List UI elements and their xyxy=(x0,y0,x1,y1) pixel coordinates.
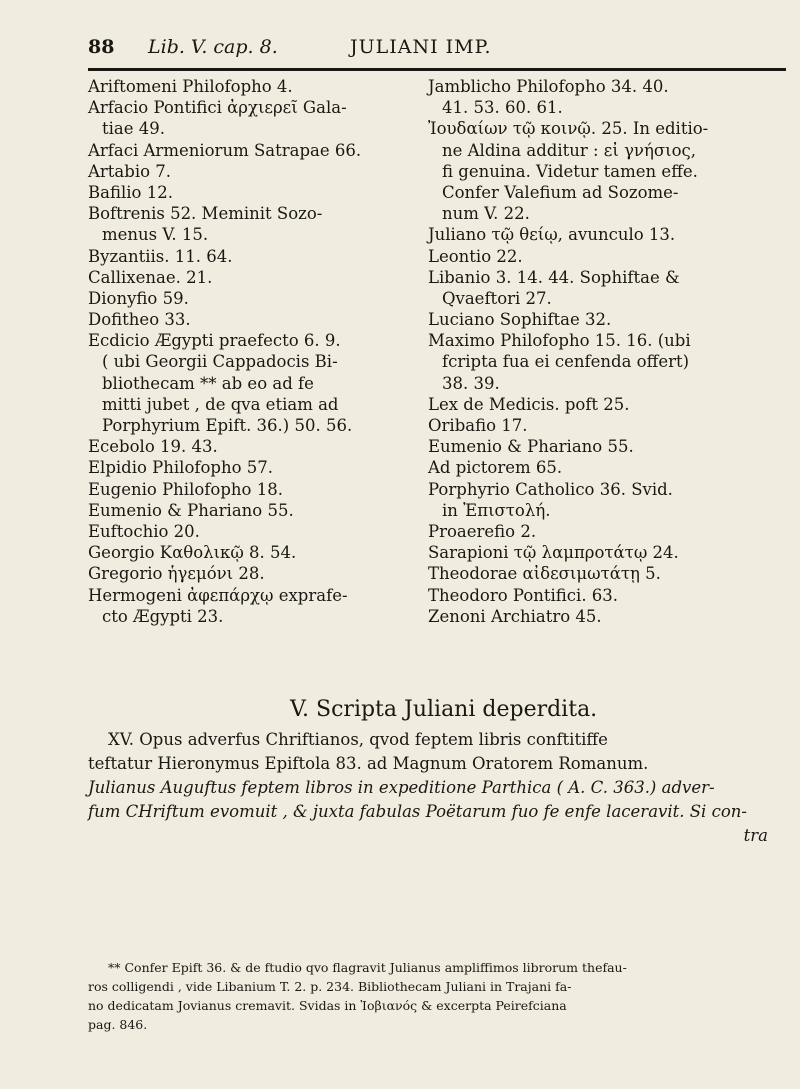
index-entry: Leontio 22. xyxy=(428,246,523,266)
index-entry: bliothecam ** ab eo ad fe xyxy=(102,373,314,393)
index-entry: Boftrenis 52. Meminit Sozo- xyxy=(88,204,323,224)
index-entry: in Ἐπιστολή. xyxy=(442,500,551,520)
catchword: tra xyxy=(743,826,768,845)
index-entry: Jamblicho Philofopho 34. 40. xyxy=(428,77,669,96)
index-entry: Libanio 3. 14. 44. Sophiftae & xyxy=(428,267,680,287)
index-entry: Porphyrium Epift. 36.) 50. 56. xyxy=(102,416,353,435)
index-entry: Euftochio 20. xyxy=(88,521,200,541)
index-entry: tiae 49. xyxy=(102,119,165,139)
index-entry: Oribafio 17. xyxy=(428,416,528,435)
index-entry: Eumenio & Phariano 55. xyxy=(428,437,634,457)
section-reference: Lib. V. cap. 8. xyxy=(148,36,278,58)
index-right-column xyxy=(428,76,788,627)
index-entry: ne Aldina additur : εἰ γνήσιος, xyxy=(442,140,697,160)
header-rule xyxy=(88,68,786,71)
index-entry: Byzantiis. 11. 64. xyxy=(88,246,233,266)
footnote-line: pag. 846. xyxy=(88,1017,148,1032)
index-left-column xyxy=(88,76,418,627)
index-entry: Sarapioni τῷ λαμπροτάτῳ 24. xyxy=(428,543,679,563)
index-entry: Theodorae αἰδεσιμωτάτῃ 5. xyxy=(428,564,661,584)
index-entry: fi genuina. Videtur tamen effe. xyxy=(442,161,698,181)
index-entry: Artabio 7. xyxy=(88,161,172,181)
index-entry: Hermogeni ἀφεπάρχῳ exprafe- xyxy=(88,585,348,605)
index-entry: Ecebolo 19. 43. xyxy=(88,437,218,457)
index-entry: Ecdicio Ægypti praefecto 6. 9. xyxy=(88,331,341,351)
index-entry: Gregorio ἡγεμόνι 28. xyxy=(88,564,265,584)
index-entry: num V. 22. xyxy=(442,204,530,224)
body-paragraph xyxy=(88,728,788,848)
index-entry: Ἰουδαίων τῷ κοινῷ. 25. In editio- xyxy=(428,119,709,139)
index-entry: Arfaci Armeniorum Satrapae 66. xyxy=(88,140,362,160)
index-entry: ( ubi Georgii Cappadocis Bi- xyxy=(102,352,338,372)
body-line: Julianus Auguftus feptem libros in expeditione Parthica ( A. C. 363.) adver- xyxy=(88,778,715,797)
footnote-line: ** Confer Epift 36. & de ftudio qvo flagravit Julianus ampliffimos librorum thefau- xyxy=(108,960,627,975)
index-entry: Dofitheo 33. xyxy=(88,310,191,330)
footnote-line: ros colligendi , vide Libanium T. 2. p. 234. Bibliothecam Juliani in Trajani fa- xyxy=(88,979,572,994)
section-heading: V. Scripta Juliani deperdita. xyxy=(290,697,598,722)
body-line: fum CHriftum evomuit , & juxta fabulas Poëtarum fuo fe enfe laceravit. Si con- xyxy=(88,802,747,821)
index-entry: 38. 39. xyxy=(442,373,500,393)
index-entry: 41. 53. 60. 61. xyxy=(442,98,563,118)
index-entry: Georgio Καθολικῷ 8. 54. xyxy=(88,543,297,563)
index-entry: Eumenio & Phariano 55. xyxy=(88,500,294,520)
index-entry: Luciano Sophiftae 32. xyxy=(428,310,612,330)
body-line: XV. Opus adverfus Chriftianos, qvod feptem libris conftitiffe xyxy=(108,730,608,749)
index-entry: Porphyrio Catholico 36. Svid. xyxy=(428,479,673,499)
index-entry: Zenoni Archiatro 45. xyxy=(428,606,602,626)
index-entry: Lex de Medicis. poft 25. xyxy=(428,394,630,414)
index-entry: Juliano τῷ θείῳ, avunculo 13. xyxy=(428,225,676,245)
index-entry: Eugenio Philofopho 18. xyxy=(88,479,283,499)
index-entry: Bafilio 12. xyxy=(88,182,173,202)
running-title: JULIANI IMP. xyxy=(350,36,492,58)
index-entry: Callixenae. 21. xyxy=(88,267,213,287)
index-entry: Confer Valefium ad Sozome- xyxy=(442,182,679,202)
index-entry: Arfacio Pontifici ἀρχιερεῖ Gala- xyxy=(88,98,347,118)
index-entry: cto Ægypti 23. xyxy=(102,606,224,626)
index-entry: Ad pictorem 65. xyxy=(428,458,563,478)
index-entry: Theodoro Pontifici. 63. xyxy=(428,585,619,605)
index-entry: menus V. 15. xyxy=(102,225,209,245)
page-number: 88 xyxy=(88,36,115,58)
index-entry: Dionyfio 59. xyxy=(88,288,189,308)
footnote xyxy=(88,958,788,1034)
index-entry: mitti jubet , de qva etiam ad xyxy=(102,394,339,414)
index-entry: Elpidio Philofopho 57. xyxy=(88,458,274,478)
index-entry: fcripta fua ei cenfenda offert) xyxy=(442,352,690,372)
running-header xyxy=(88,36,788,66)
index-entry: Maximo Philofopho 15. 16. (ubi xyxy=(428,331,691,351)
index-entry: Qvaeftori 27. xyxy=(442,288,552,308)
footnote-line: no dedicatam Jovianus cremavit. Svidas in Ἰοβιανός & excerpta Peirefciana xyxy=(88,998,567,1013)
index-entry: Ariftomeni Philofopho 4. xyxy=(88,77,293,96)
index-entry: Proaerefio 2. xyxy=(428,521,537,541)
body-line: teftatur Hieronymus Epiftola 83. ad Magnum Oratorem Romanum. xyxy=(88,754,649,773)
